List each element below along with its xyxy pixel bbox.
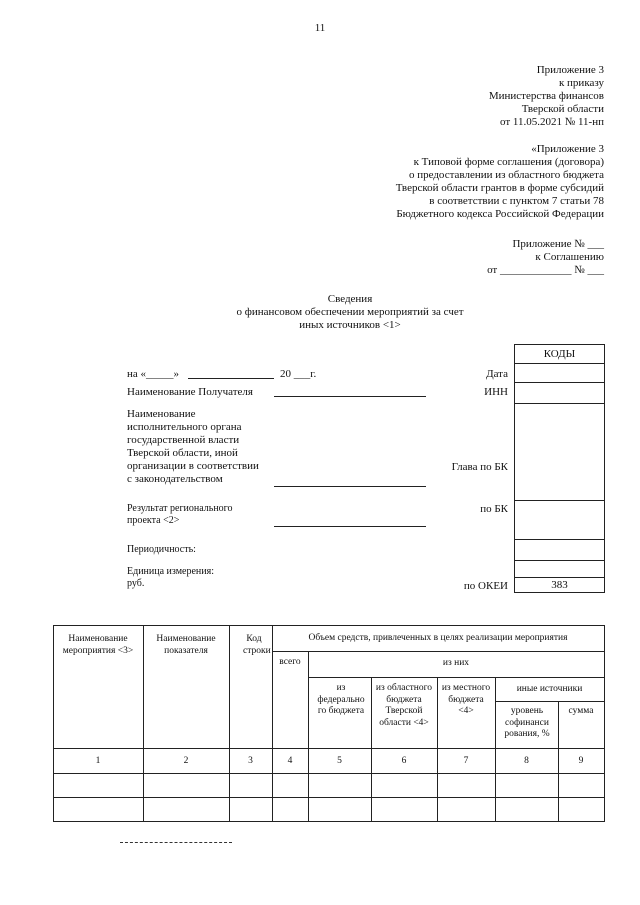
recipient-line [274,396,426,397]
appendix-line: к Типовой форме соглашения (договора) [413,156,604,168]
label-inn: ИНН [484,386,508,398]
unit-line: руб. [127,578,145,589]
col-number: 5 [337,756,342,766]
appendix-line: Приложение 3 [536,64,604,76]
code-cell-date [514,363,605,383]
table-rule [495,701,604,702]
appendix-line: к Соглашению [535,251,604,263]
organ-line: государственной власти [127,434,240,446]
organ-line: исполнительного органа [127,421,242,433]
table-rule [437,677,438,822]
label-head-bk: Глава по БК [451,461,508,473]
code-cell-periodicity [514,539,605,561]
appendix-line: о предоставлении из областного бюджета [408,169,604,181]
date-year: 20 ___г. [280,368,317,380]
col-number: 8 [524,756,529,766]
label-result [127,503,277,527]
table-rule [371,677,372,822]
organ-line: организации в соответствии [127,460,259,472]
header-total: всего [279,657,301,667]
label-bk: по БК [480,503,508,515]
code-cell-bk [514,500,605,540]
header-event: Наименование мероприятия <3> [62,634,134,656]
organ-line: Тверской области, иной [127,447,238,459]
appendix-line: Бюджетного кодекса Российской Федерации [396,208,604,220]
title-line: иных источников <1> [299,319,401,331]
appendix-line: Приложение № ___ [512,238,604,250]
organ-line: с законодательством [127,473,223,485]
table-border [604,625,605,822]
table-rule [53,773,604,774]
table-rule [229,625,230,822]
document-title [150,293,550,332]
header-of-which: из них [442,658,470,668]
col-number: 2 [183,756,189,766]
table-rule [272,651,604,652]
col-number: 4 [287,756,293,766]
appendix-form [304,143,604,221]
header-volume: Объем средств, привлеченных в целях реализации мероприятия [308,633,568,643]
financing-table [53,625,604,822]
header-indicator: Наименование показателя [156,634,216,656]
appendix-line: от 11.05.2021 № 11-нп [499,116,604,128]
table-border [53,821,604,822]
label-date: Дата [486,368,508,380]
label-okei: по ОКЕИ [463,580,508,592]
appendix-line: «Приложение 3 [531,143,604,155]
result-line: Результат регионального [127,503,233,514]
header-sum: сумма [568,706,594,716]
label-organ [127,408,277,486]
table-rule [272,625,273,822]
appendix-line: от _____________ № ___ [487,264,604,276]
header-other: иные источники [516,684,583,694]
col-number: 6 [401,756,407,766]
appendix-line: к приказу [558,77,604,89]
header-local: из местного бюджета <4> [441,683,491,716]
result-line-field [274,526,426,527]
page-number: 11 [314,22,326,34]
header-regional: из областного бюджета Тверской области <4> [375,683,433,728]
appendix-agreement [384,238,604,277]
table-rule [308,651,309,822]
code-cell-inn [514,382,605,404]
footnote-separator [120,842,232,843]
table-rule [495,677,496,822]
table-border [53,625,54,822]
header-code: Код строки [243,634,271,656]
organ-line: Наименование [127,408,196,420]
header-level: уровень софинанси рования, % [504,706,550,739]
col-number: 7 [463,756,469,766]
col-number: 9 [578,756,584,766]
col-number: 3 [248,756,253,766]
header-federal: из федерально го бюджета [317,683,365,716]
codes-header: КОДЫ [514,344,605,364]
col-number: 1 [95,756,101,766]
table-border [53,625,604,626]
okei-value: 383 [514,577,605,593]
organ-line-field [274,486,426,487]
result-line: проекта <2> [127,515,180,526]
appendix-line: Министерства финансов [488,90,604,102]
table-rule [308,677,604,678]
label-recipient: Наименование Получателя [127,386,253,398]
table-rule [53,748,604,749]
code-cell-head-bk [514,403,605,501]
date-prefix: на «_____» [127,368,180,380]
appendix-line: в соответствии с пунктом 7 статьи 78 [429,195,604,207]
unit-line: Единица измерения: [127,566,214,577]
code-cell-empty [514,560,605,578]
label-unit [127,566,277,590]
title-line: Сведения [327,293,373,305]
title-line: о финансовом обеспечении мероприятий за счет [236,306,464,318]
label-periodicity: Периодичность: [127,544,196,555]
table-rule [143,625,144,822]
appendix-line: Тверской области грантов в форме субсидий [395,182,604,194]
appendix-line: Тверской области [521,103,604,115]
date-month-line [188,378,274,379]
table-rule [53,797,604,798]
appendix-order [344,64,604,129]
